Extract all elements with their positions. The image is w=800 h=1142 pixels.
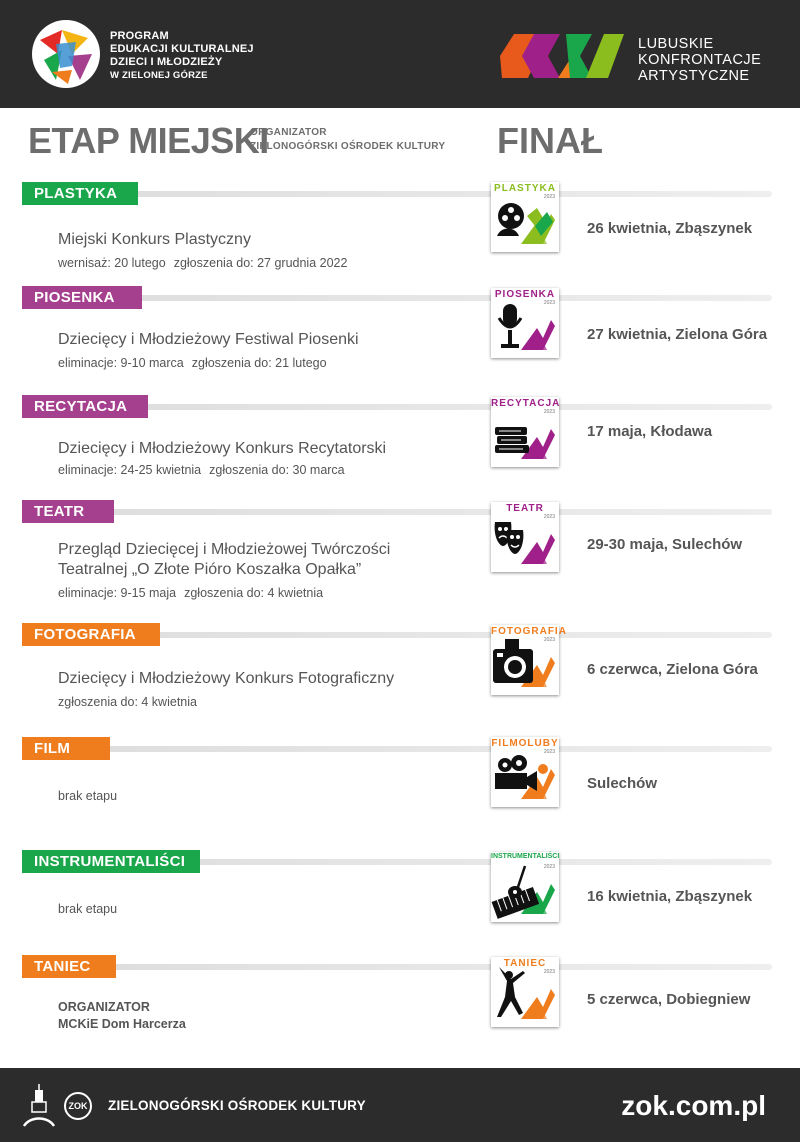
detail-item: zgłoszenia do: 4 kwietnia <box>58 695 197 709</box>
category-label: FOTOGRAFIA <box>22 623 160 646</box>
contest-title <box>58 230 251 250</box>
badge-name: TANIEC <box>503 958 547 969</box>
category-badge <box>491 852 559 922</box>
category-label: FILM <box>22 737 110 760</box>
badge-year: 2023 <box>543 969 555 975</box>
detail-item: eliminacje: 24-25 kwietnia <box>58 463 202 477</box>
badge-year: 2023 <box>543 194 555 200</box>
final-date-location: 5 czerwca, Dobiegniew <box>587 991 751 1008</box>
category-badge <box>491 625 567 695</box>
lka-line: LUBUSKIE <box>638 36 714 52</box>
footer-url[interactable]: zok.com.pl <box>621 1090 766 1121</box>
final-title: FINAŁ <box>497 120 603 161</box>
etap-miejski-title: ETAP MIEJSKI <box>28 120 269 161</box>
contest-title-line: Miejski Konkurs Plastyczny <box>58 231 251 248</box>
program-line: DZIECI I MŁODZIEŻY <box>110 56 223 68</box>
category-label: RECYTACJA <box>22 395 148 418</box>
badge-name: RECYTACJA <box>491 398 561 409</box>
detail-item: eliminacje: 9-15 maja <box>58 586 177 600</box>
detail-line: ORGANIZATOR <box>58 1000 150 1014</box>
contest-title-line: Dziecięcy i Młodzieżowy Festiwal Piosenki <box>58 331 359 348</box>
contest-details <box>58 256 347 270</box>
contest-title <box>58 439 386 459</box>
program-title <box>110 30 254 82</box>
badge-year: 2023 <box>543 514 555 520</box>
contest-title-line: Teatralnej „O Złote Pióro Koszałka Opałka” <box>58 561 362 578</box>
detail-item: zgłoszenia do: 27 grudnia 2022 <box>173 256 348 270</box>
footer <box>0 1068 800 1142</box>
category-badge <box>491 502 559 572</box>
badge-year: 2023 <box>543 300 555 306</box>
contest-details <box>58 463 345 477</box>
lka-line: ARTYSTYCZNE <box>638 68 750 84</box>
organizer-block <box>250 126 445 154</box>
badge-year: 2023 <box>543 864 555 870</box>
badge-name: INSTRUMENTALIŚCI <box>491 853 560 860</box>
category-badge <box>491 957 559 1027</box>
contest-title <box>58 540 390 580</box>
category-label: PLASTYKA <box>22 182 138 205</box>
category-badge <box>491 737 559 807</box>
program-line: W ZIELONEJ GÓRZE <box>110 70 208 81</box>
contest-title <box>58 669 394 689</box>
final-date-location: 16 kwietnia, Zbąszynek <box>587 888 753 905</box>
lka-line: KONFRONTACJE <box>638 52 762 68</box>
badge-year: 2023 <box>543 637 555 643</box>
zok-logo: ZOK <box>64 1092 92 1120</box>
badge-name: PIOSENKA <box>494 289 556 300</box>
detail-item: zgłoszenia do: 4 kwietnia <box>184 586 324 600</box>
detail-item: brak etapu <box>58 902 118 916</box>
final-date-location: 27 kwietnia, Zielona Góra <box>587 326 768 343</box>
category-label: TEATR <box>22 500 114 523</box>
contest-details <box>58 789 117 803</box>
category-badge <box>491 397 559 467</box>
badge-year: 2023 <box>543 749 555 755</box>
detail-item: wernisaż: 20 lutego <box>58 256 166 270</box>
contest-title-line: Przegląd Dziecięcej i Młodzieżowej Twórczości <box>58 541 391 558</box>
final-date-location: Sulechów <box>587 775 658 792</box>
detail-item: eliminacje: 9-10 marca <box>58 356 184 370</box>
contest-details <box>58 586 323 600</box>
category-badge <box>491 182 559 252</box>
guitar-piano-icon <box>491 852 559 922</box>
contest-details <box>58 695 197 709</box>
category-divider <box>22 746 772 752</box>
badge-name: TEATR <box>506 503 544 514</box>
organizer-name: ZIELONOGÓRSKI OŚRODEK KULTURY <box>250 141 446 152</box>
badge-name: FILMOLUBY <box>491 738 559 749</box>
town-hall-icon <box>22 1082 56 1128</box>
organizer-label: ORGANIZATOR <box>250 127 327 138</box>
detail-item: zgłoszenia do: 21 lutego <box>191 356 327 370</box>
contest-details <box>58 902 117 916</box>
header <box>0 0 800 108</box>
category-divider <box>22 509 772 515</box>
program-logo <box>32 20 100 88</box>
program-line: EDUKACJI KULTURALNEJ <box>110 43 254 55</box>
category-label: PIOSENKA <box>22 286 142 309</box>
lka-logo <box>500 30 625 82</box>
lka-title <box>638 36 761 84</box>
detail-line: MCKiE Dom Harcerza <box>58 1017 186 1031</box>
program-line: PROGRAM <box>110 30 169 42</box>
category-badge <box>491 288 559 358</box>
category-label: TANIEC <box>22 955 116 978</box>
category-label: INSTRUMENTALIŚCI <box>22 850 200 873</box>
badge-name: FOTOGRAFIA <box>491 626 567 637</box>
contest-title-line: Dziecięcy i Młodzieżowy Konkurs Recytatorski <box>58 440 387 457</box>
final-date-location: 6 czerwca, Zielona Góra <box>587 661 758 678</box>
footer-org-name: ZIELONOGÓRSKI OŚRODEK KULTURY <box>108 1098 366 1113</box>
final-date-location: 29-30 maja, Sulechów <box>587 536 743 553</box>
category-divider <box>22 964 772 970</box>
contest-title <box>58 330 359 350</box>
final-date-location: 17 maja, Kłodawa <box>587 423 713 440</box>
final-date-location: 26 kwietnia, Zbąszynek <box>587 220 753 237</box>
badge-name: PLASTYKA <box>494 183 556 194</box>
contest-details <box>58 999 186 1033</box>
contest-title-line: Dziecięcy i Młodzieżowy Konkurs Fotograficzny <box>58 670 395 687</box>
badge-year: 2023 <box>543 409 555 415</box>
contest-details <box>58 356 327 370</box>
detail-item: brak etapu <box>58 789 118 803</box>
detail-item: zgłoszenia do: 30 marca <box>209 463 345 477</box>
